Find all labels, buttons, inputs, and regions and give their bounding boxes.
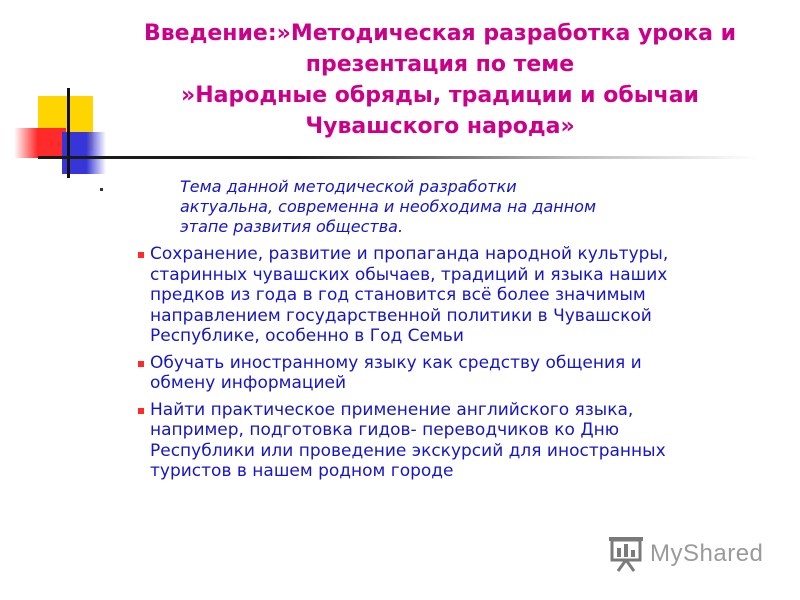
vertical-rule <box>67 88 70 178</box>
bullet-line: обмену информацией <box>150 373 347 393</box>
bullet-line: Найти практическое применение английского языка, <box>150 399 634 420</box>
bullet-line: например, подготовка гидов- переводчиков ко Дню <box>150 420 620 440</box>
bullet-line: Республике, особенно в Год Семьи <box>150 326 464 346</box>
bullet-line: Обучать иностранному языку как средству общения и <box>150 352 642 373</box>
intro-line: этапе развития общества. <box>180 217 404 236</box>
intro-line: Тема данной методической разработки <box>180 177 517 196</box>
bullet-line: Республики или проведение экскурсий для иностранных <box>150 440 666 461</box>
bullet-line: туристов в нашем родном городе <box>150 461 454 481</box>
bullet-marker <box>138 252 144 258</box>
bullet-line: предков из года в год становится всё более значимым <box>150 285 646 305</box>
bullet-list <box>138 244 778 488</box>
bullet-item <box>138 244 778 347</box>
watermark-text: MyShared <box>650 540 764 567</box>
title-line: Введение:»Методическая разработка урока и <box>143 21 737 46</box>
title-line: Чувашского народа» <box>305 114 575 139</box>
bullet-line: направлением государственной политики в Чувашской <box>150 305 652 326</box>
bullet-item <box>138 353 778 394</box>
bullet-marker <box>138 408 144 414</box>
slide-title <box>110 18 770 142</box>
myshared-logo <box>606 532 776 576</box>
bullet-line: Сохранение, развитие и пропаганда народной культуры, <box>150 244 669 264</box>
intro-paragraph <box>180 177 720 237</box>
red-square <box>14 128 66 158</box>
title-line: презентация по теме <box>305 52 575 77</box>
intro-line: актуальна, современна и необходима на данном <box>180 197 597 216</box>
title-underline <box>38 156 758 159</box>
bullet-item <box>138 400 778 482</box>
bullet-line: старинных чувашских обычаев, традиций и языка наших <box>150 264 668 285</box>
title-line: »Народные обряды, традиции и обычаи <box>181 83 699 108</box>
bullet-marker <box>138 361 144 367</box>
small-dot <box>100 188 103 191</box>
presentation-board-icon <box>606 534 646 574</box>
